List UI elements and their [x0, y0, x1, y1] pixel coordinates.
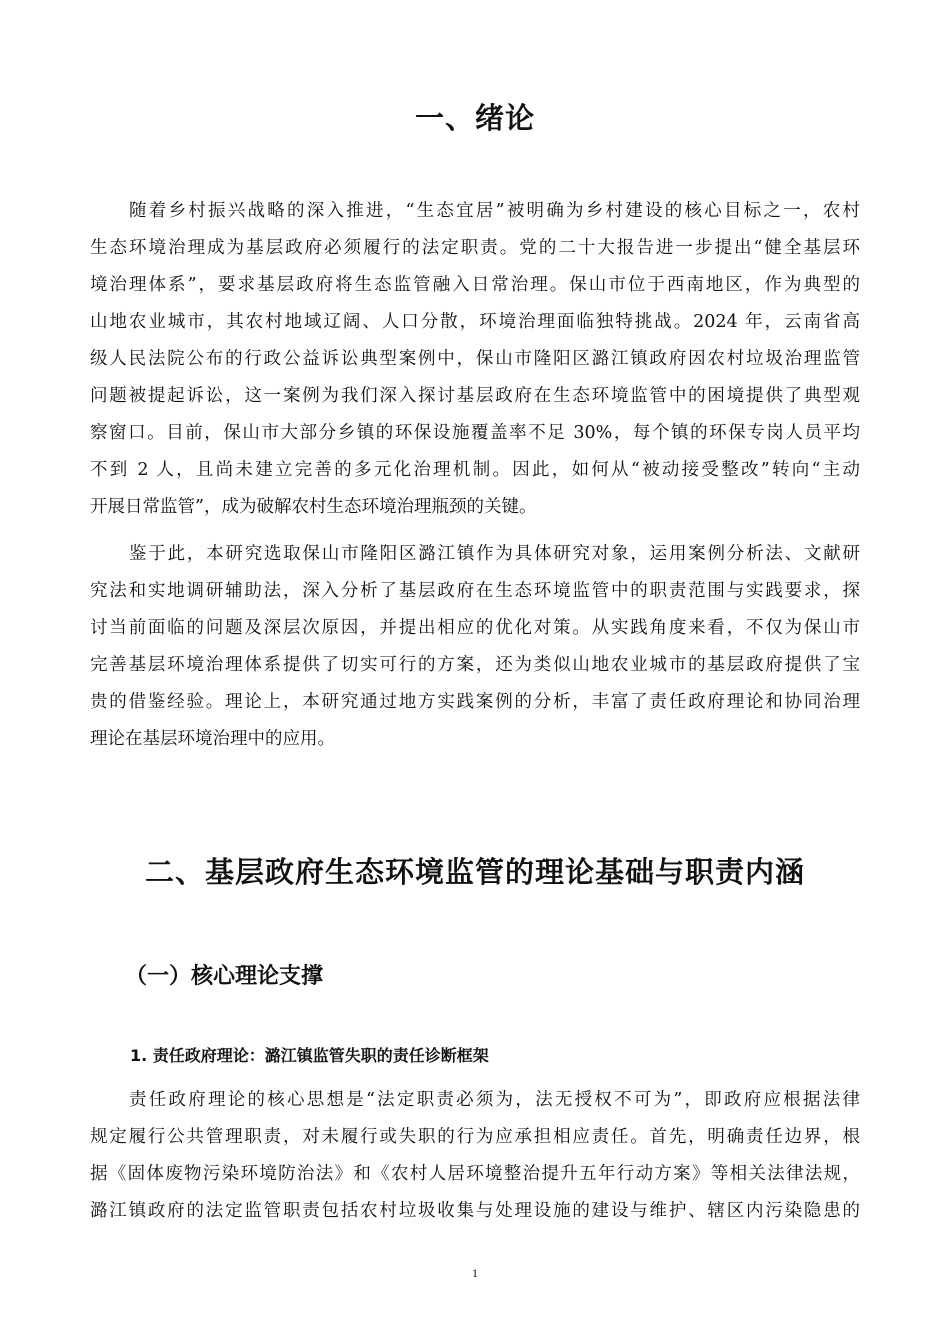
heading-introduction: 一、绪论	[414, 101, 535, 135]
subheading-core-theory: （一）核心理论支撑	[125, 964, 324, 989]
paragraph-3-line: 规定履行公共管理职责，对未履行或失职的行为应承担相应责任。首先，明确责任边界，根	[90, 1127, 860, 1147]
paragraph-1-line: 生态环境治理成为基层政府必须履行的法定职责。党的二十大报告进一步提出“健全基层环	[90, 238, 860, 258]
paragraph-1-line: 级人民法院公布的行政公益诉讼典型案例中，保山市隆阳区潞江镇政府因农村垃圾治理监管	[90, 349, 860, 369]
paragraph-1-line: 开展日常监管”，成为破解农村生态环境治理瓶颈的关键。	[90, 497, 537, 517]
subsubheading-responsible-government: 1. 责任政府理论：潞江镇监管失职的责任诊断框架	[130, 1046, 489, 1065]
paragraph-3-line: 潞江镇政府的法定监管职责包括农村垃圾收集与处理设施的建设与维护、辖区内污染隐患的	[90, 1201, 860, 1221]
heading-theory: 二、基层政府生态环境监管的理论基础与职责内涵	[144, 855, 805, 889]
paragraph-2-line: 贵的借鉴经验。理论上，本研究通过地方实践案例的分析，丰富了责任政府理论和协同治理	[90, 692, 860, 712]
paragraph-3-line: 责任政府理论的核心思想是“法定职责必须为，法无授权不可为”，即政府应根据法律	[129, 1090, 860, 1110]
paragraph-1-line: 境治理体系”，要求基层政府将生态监管融入日常治理。保山市位于西南地区，作为典型的	[90, 275, 860, 295]
paragraph-2-line: 完善基层环境治理体系提供了切实可行的方案，还为类似山地农业城市的基层政府提供了宝	[90, 655, 860, 675]
paragraph-1-line: 问题被提起诉讼，这一案例为我们深入探讨基层政府在生态环境监管中的困境提供了典型观	[90, 386, 860, 406]
paragraph-1-line: 山地农业城市，其农村地域辽阔、人口分散，环境治理面临独特挑战。2024 年，云南省高	[90, 312, 860, 332]
page-number: 1	[472, 1266, 478, 1280]
paragraph-1-line: 察窗口。目前，保山市大部分乡镇的环保设施覆盖率不足 30%，每个镇的环保专岗人员平均	[90, 423, 860, 443]
paragraph-3-line: 据《固体废物污染环境防治法》和《农村人居环境整治提升五年行动方案》等相关法律法规，	[90, 1164, 860, 1184]
paragraph-2-line: 理论在基层环境治理中的应用。	[90, 729, 335, 749]
paragraph-2-line: 讨当前面临的问题及深层次原因，并提出相应的优化对策。从实践角度来看，不仅为保山市	[90, 618, 860, 638]
paragraph-2-line: 究法和实地调研辅助法，深入分析了基层政府在生态环境监管中的职责范围与实践要求，探	[90, 581, 860, 601]
paragraph-1-line: 随着乡村振兴战略的深入推进，“生态宜居”被明确为乡村建设的核心目标之一，农村	[129, 201, 860, 221]
paragraph-1-line: 不到 2 人，且尚未建立完善的多元化治理机制。因此，如何从“被动接受整改”转向“主动	[90, 460, 860, 480]
paragraph-2-line: 鉴于此，本研究选取保山市隆阳区潞江镇作为具体研究对象，运用案例分析法、文献研	[129, 544, 860, 564]
